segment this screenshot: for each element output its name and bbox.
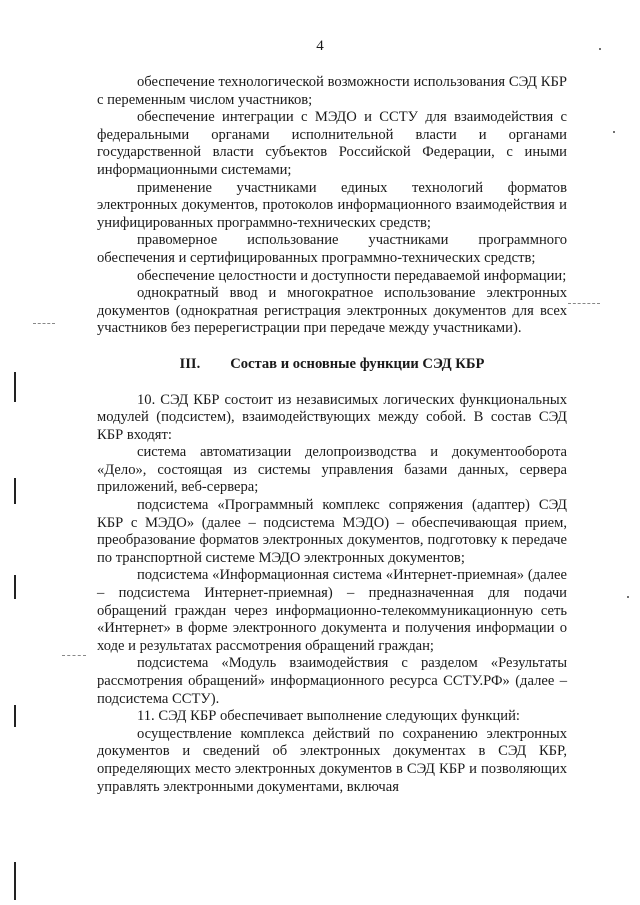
paragraph: обеспечение интеграции с МЭДО и ССТУ для взаимодействия с федеральными органами исполнительной власти и органами государственной власти субъектов Российской Федерации, с иными информационными системами; <box>97 109 567 178</box>
scan-edge-mark <box>14 862 16 900</box>
scan-edge-mark <box>14 705 16 727</box>
scan-edge-mark <box>14 575 16 599</box>
paragraph: подсистема «Модуль взаимодействия с разделом «Результаты рассмотрения обращений» информационного ресурса ССТУ.РФ» (далее – подсистема ССТУ). <box>97 655 567 707</box>
scan-dash-mark <box>568 303 600 304</box>
section-title: Состав и основные функции СЭД КБР <box>230 355 485 372</box>
paragraph: однократный ввод и многократное использование электронных документов (однократная регистрация электронных документов для всех участников без перерегистрации при передаче между участниками). <box>97 285 567 337</box>
paragraph: обеспечение технологической возможности использования СЭД КБР с переменным числом участников; <box>97 74 567 108</box>
paragraph: 11. СЭД КБР обеспечивает выполнение следующих функций: <box>137 708 520 725</box>
scan-dash-mark <box>62 655 86 656</box>
section-heading <box>97 356 567 374</box>
section-number: III. <box>179 355 201 372</box>
paragraph: подсистема «Программный комплекс сопряжения (адаптер) СЭД КБР с МЭДО» (далее – подсистема МЭДО) – обеспечивающая прием, преобразование форматов электронных документов, подготовку к передаче по транспортной системе МЭДО электронных документов; <box>97 497 567 566</box>
paragraph: 10. СЭД КБР состоит из независимых логических функциональных модулей (подсистем), взаимодействующих между собой. В состав СЭД КБР входят: <box>97 391 567 443</box>
document-body <box>97 74 567 796</box>
paragraph: правомерное использование участниками программного обеспечения и сертифицированных программно-технических средств; <box>97 232 567 266</box>
paragraph: применение участниками единых технологий форматов электронных документов, протоколов информационного взаимодействия и унифицированных программно-технических средств; <box>97 179 567 231</box>
scan-speck <box>599 48 601 50</box>
scan-speck <box>627 596 629 598</box>
paragraph: подсистема «Информационная система «Интернет-приемная» (далее – подсистема Интернет-приемная) – предназначенная для подачи обращений граждан через информационно-телекоммуникационную сеть «Интернет» в форме электронного документа и получения информации о ходе и результатах рассмотрения обращений граждан; <box>97 567 567 654</box>
scan-edge-mark <box>14 372 16 402</box>
paragraph: обеспечение целостности и доступности передаваемой информации; <box>137 267 567 284</box>
scan-speck <box>613 131 615 133</box>
scan-dash-mark <box>33 323 55 324</box>
paragraph: осуществление комплекса действий по сохранению электронных документов и сведений об электронных документах в СЭД КБР, определяющих место электронных документов в СЭД КБР и позволяющих управлять электронными документами, включая <box>97 725 567 795</box>
scan-edge-mark <box>14 478 16 504</box>
page-number: 4 <box>316 38 324 54</box>
paragraph: система автоматизации делопроизводства и документооборота «Дело», состоящая из системы управления базами данных, сервера приложений, веб-сервера; <box>97 444 567 496</box>
